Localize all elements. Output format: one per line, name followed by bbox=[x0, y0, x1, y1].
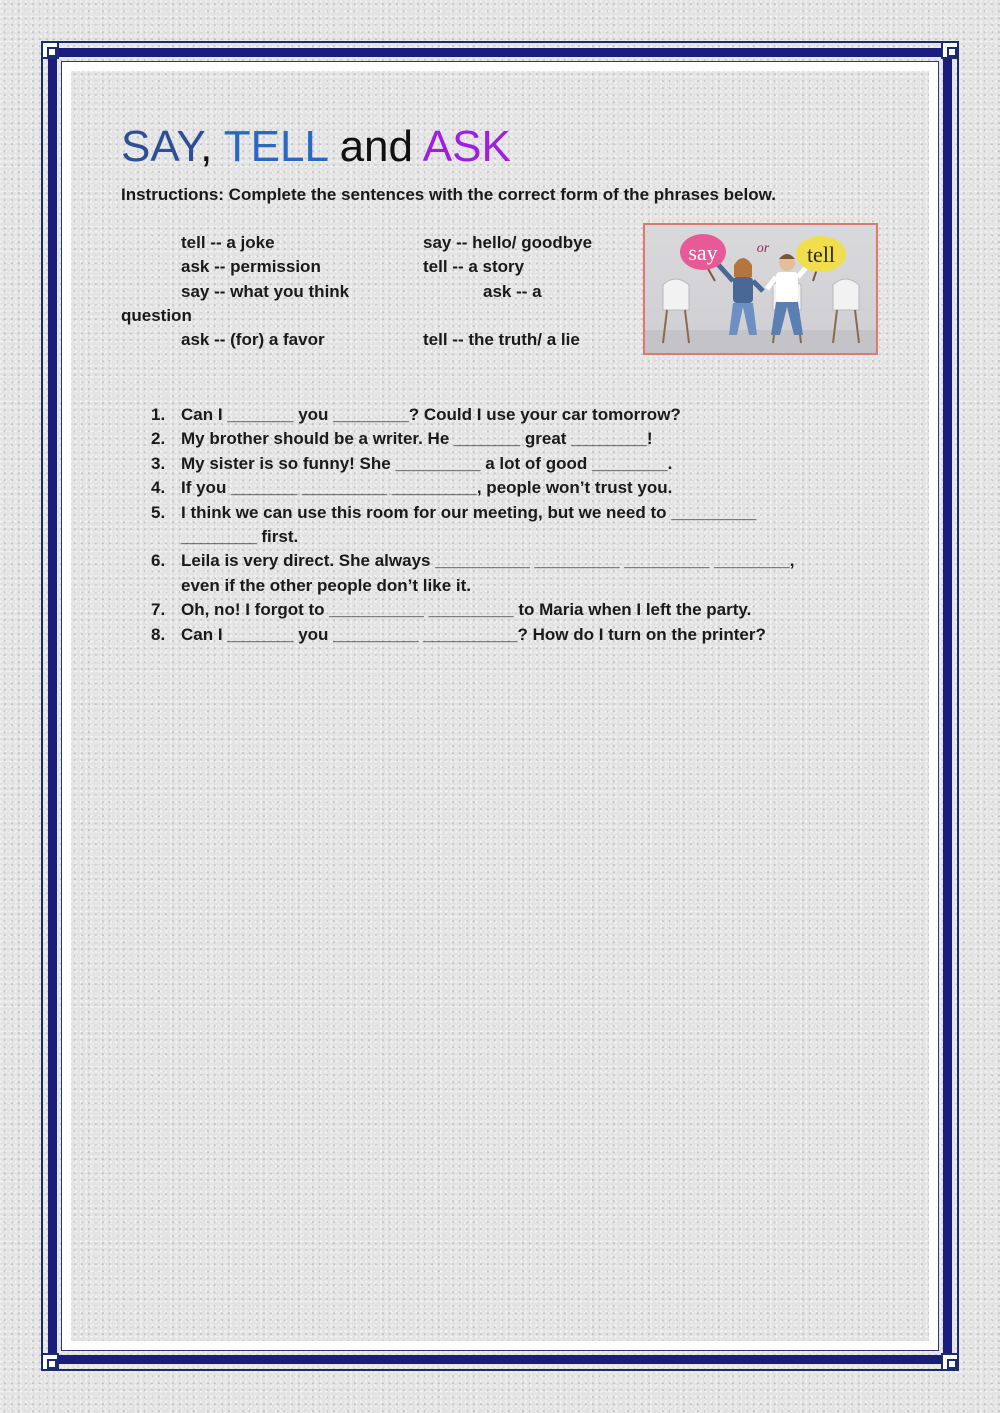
exercise-item bbox=[151, 403, 794, 427]
exercise-number: 7. bbox=[151, 600, 166, 620]
title-tell: TELL bbox=[223, 122, 328, 171]
exercise-item bbox=[151, 623, 794, 647]
corner-ornament-bottom-right bbox=[941, 1353, 959, 1371]
corner-ornament-bottom-left bbox=[41, 1353, 59, 1371]
exercise-text-continued: even if the other people don’t like it. bbox=[181, 575, 471, 595]
title-and: and bbox=[339, 122, 413, 171]
exercise-text: Can I _______ you _________ __________? How do I turn on the printer? bbox=[181, 624, 766, 644]
phrase-item: say -- what you think bbox=[181, 282, 350, 301]
corner-ornament-top-right bbox=[941, 41, 959, 59]
title-comma: , bbox=[200, 122, 213, 171]
svg-text:tell: tell bbox=[806, 242, 836, 267]
chair-icon bbox=[663, 279, 859, 310]
exercise-item bbox=[151, 476, 794, 500]
title-ask: ASK bbox=[422, 122, 511, 171]
exercise-number: 5. bbox=[151, 502, 166, 522]
exercise-number: 6. bbox=[151, 551, 166, 571]
phrase-item: tell -- a joke bbox=[181, 233, 275, 252]
page-title bbox=[121, 122, 511, 172]
exercise-item bbox=[151, 452, 794, 476]
woman-figure bbox=[715, 258, 763, 335]
exercise-list bbox=[151, 403, 794, 647]
exercise-item bbox=[151, 427, 794, 451]
exercise-text: Can I _______ you ________? Could I use your car tomorrow? bbox=[181, 405, 681, 424]
corner-ornament-top-left bbox=[41, 41, 59, 59]
exercise-number: 1. bbox=[151, 405, 166, 424]
phrase-item: ask -- (for) a favor bbox=[181, 330, 325, 349]
exercise-text: I think we can use this room for our meeting, but we need to _________ bbox=[181, 502, 757, 522]
exercise-item bbox=[151, 549, 794, 598]
phrase-item: say -- hello/ goodbye bbox=[423, 233, 593, 252]
say-or-tell-illustration bbox=[643, 223, 878, 355]
exercise-number: 8. bbox=[151, 624, 166, 644]
phrase-item: tell -- a story bbox=[423, 257, 525, 276]
exercise-number: 3. bbox=[151, 453, 166, 473]
phrase-item-wrap: question bbox=[121, 306, 192, 325]
exercise-text: My sister is so funny! She _________ a lot of good ________. bbox=[181, 453, 673, 473]
phrase-item: tell -- the truth/ a lie bbox=[423, 330, 580, 349]
exercise-item bbox=[151, 501, 794, 550]
say-bubble-icon bbox=[680, 234, 726, 281]
exercise-text: Oh, no! I forgot to __________ _________ to Maria when I left the party. bbox=[181, 600, 752, 620]
svg-text:say: say bbox=[688, 240, 718, 265]
exercise-text: My brother should be a writer. He _______ great ________! bbox=[181, 429, 653, 449]
exercise-text-continued: ________ first. bbox=[181, 527, 299, 547]
phrase-item: ask -- a bbox=[483, 282, 542, 301]
instructions-text: Instructions: Complete the sentences with the correct form of the phrases below. bbox=[121, 185, 776, 204]
exercise-text: If you _______ _________ _________, people won’t trust you. bbox=[181, 478, 673, 498]
or-label: or bbox=[756, 241, 770, 256]
exercise-number: 4. bbox=[151, 478, 166, 498]
exercise-item bbox=[151, 598, 794, 622]
exercise-number: 2. bbox=[151, 429, 166, 449]
phrase-item: ask -- permission bbox=[181, 257, 321, 276]
exercise-text: Leila is very direct. She always __________ _________ _________ ________, bbox=[181, 551, 795, 571]
title-say: SAY bbox=[121, 122, 201, 171]
